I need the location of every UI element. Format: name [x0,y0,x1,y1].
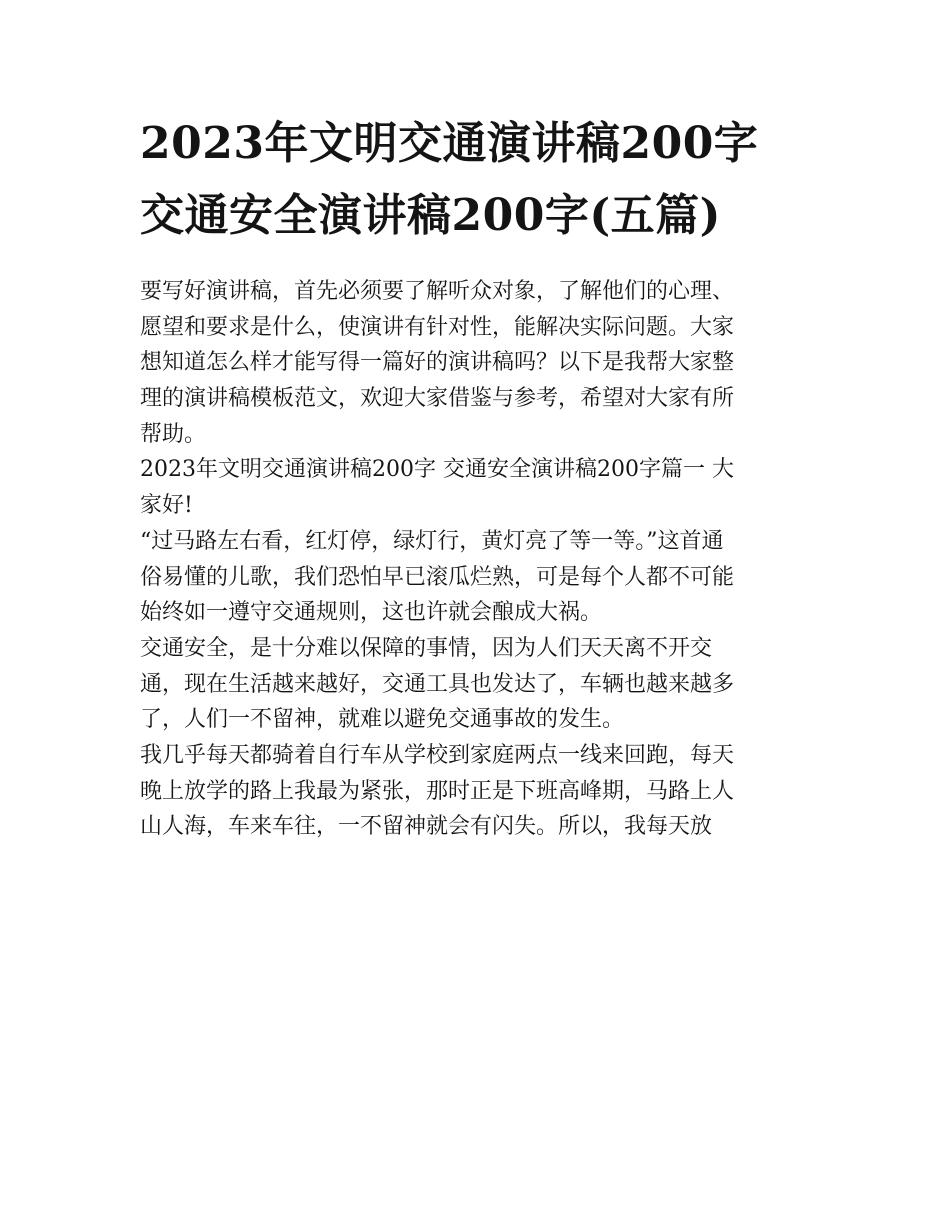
paragraph-commute [140,738,812,845]
text-line: 想知道怎么样才能写得一篇好的演讲稿吗？以下是我帮大家整 [140,350,735,376]
document-page [140,108,812,845]
paragraph-intro [140,274,812,452]
text-line: “过马路左右看，红灯停，绿灯行，黄灯亮了等一等。”这首通 [140,528,724,554]
text-line: 帮助。 [140,421,207,447]
title-line-2: 交通安全演讲稿200字(五篇) [140,190,721,241]
document-body [140,274,812,845]
paragraph-heading [140,452,812,523]
text-line: 晚上放学的路上我最为紧张，那时正是下班高峰期，马路上人 [140,778,735,804]
text-line: 通，现在生活越来越好，交通工具也发达了，车辆也越来越多 [140,671,735,697]
text-line: 始终如一遵守交通规则，这也许就会酿成大祸。 [140,600,603,626]
text-line: 交通安全，是十分难以保障的事情，因为人们天天离不开交 [140,635,713,661]
text-line: 愿望和要求是什么，使演讲有针对性，能解决实际问题。大家 [140,314,735,340]
text-line: 俗易懂的儿歌，我们恐怕早已滚瓜烂熟，可是每个人都不可能 [140,564,735,590]
title-line-1: 2023年文明交通演讲稿200字 [140,118,759,169]
text-line: 我几乎每天都骑着自行车从学校到家庭两点一线来回跑，每天 [140,742,735,768]
text-line: 2023年文明交通演讲稿200字 交通安全演讲稿200字篇一 大 [140,457,734,483]
text-line: 理的演讲稿模板范文，欢迎大家借鉴与参考，希望对大家有所 [140,386,735,412]
paragraph-safety [140,631,812,738]
paragraph-song [140,524,812,631]
text-line: 了，人们一不留神，就难以避免交通事故的发生。 [140,707,625,733]
text-line: 要写好演讲稿，首先必须要了解听众对象，了解他们的心理、 [140,279,735,304]
document-title [140,108,812,252]
text-line: 家好! [140,493,193,519]
text-line: 山人海，车来车往，一不留神就会有闪失。所以，我每天放 [140,814,713,840]
